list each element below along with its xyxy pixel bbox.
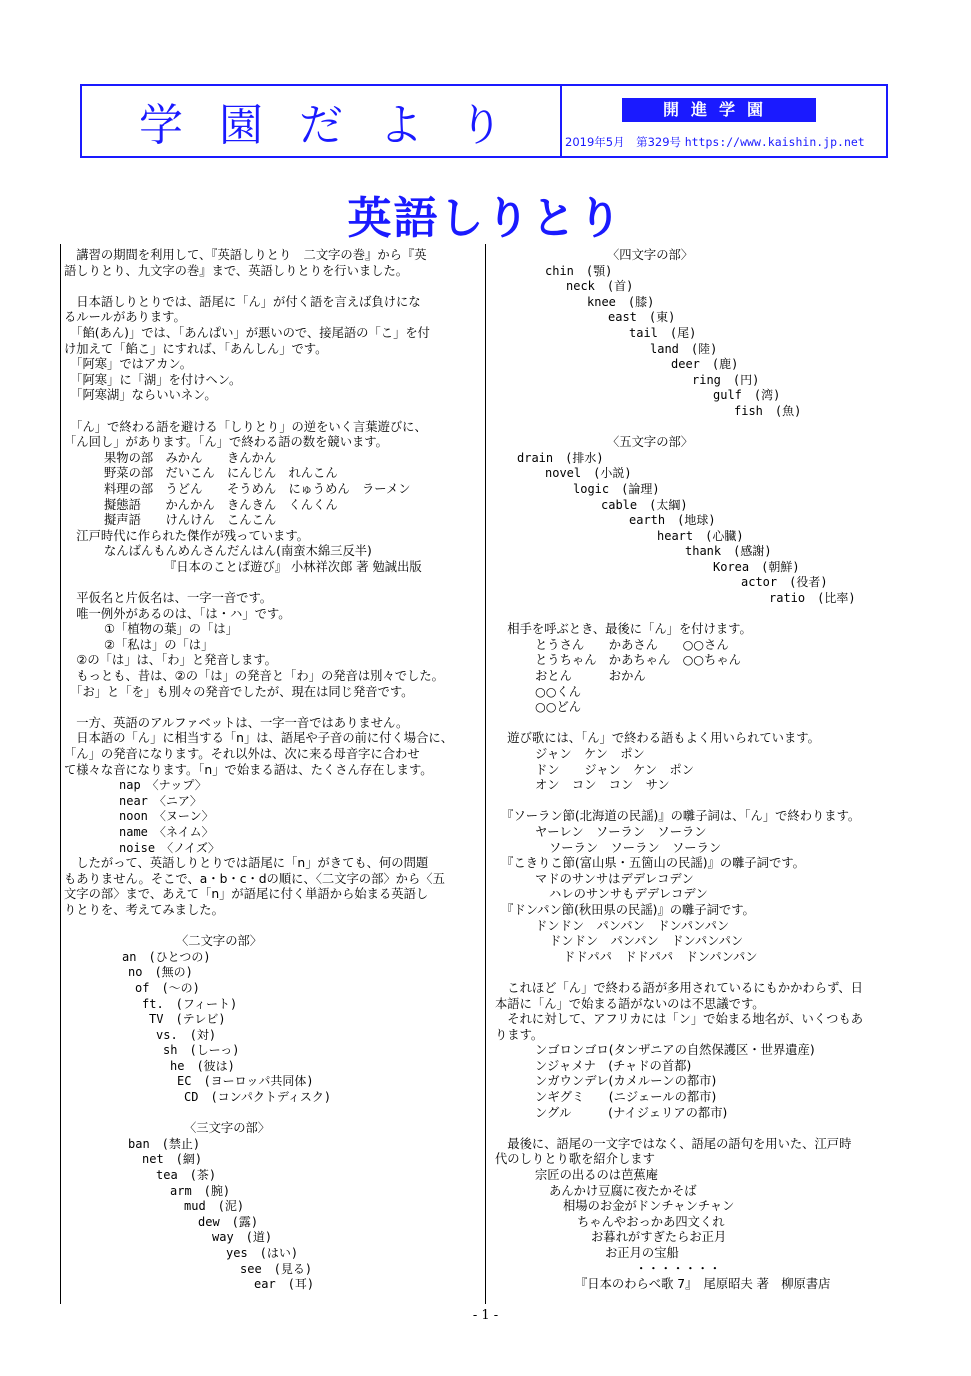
text-line: gulf (湾) [713, 388, 781, 403]
text-line: earth (地球) [629, 513, 716, 528]
text-line: ring (円) [692, 372, 760, 387]
text-line: 『日本のわらべ歌 7』 尾原昭夫 著 柳原書店 [575, 1277, 831, 1292]
text-line: dew (露) [198, 1214, 259, 1229]
newsletter-title: 学園だより [139, 100, 539, 151]
text-line: 〈五文字の部〉 [607, 435, 694, 450]
text-line: knee (膝) [587, 294, 655, 309]
text-line: ンゴロンゴロ(タンザニアの自然保護区・世界遺産) [535, 1043, 815, 1058]
text-line: 相場のお金がドンチャンチャン [563, 1199, 735, 1214]
text-line: 「餡(あん)」では、「あんぱい」が悪いので、接尾語の「こ」を付 [64, 325, 430, 340]
text-line: 語しりとり、九文字の巻』まで、英語しりとりを行いました。 [64, 263, 409, 278]
text-line: noise 〈ノイズ〉 [119, 840, 220, 855]
issue-info-line [565, 134, 885, 150]
text-line: もありません。そこで、a・b・c・dの順に、〈二文字の部〉から〈五 [64, 871, 445, 886]
text-line: 唯一例外があるのは、「は・ハ」です。 [64, 606, 291, 621]
column-divider [485, 244, 486, 1304]
text-line: cable (太綱) [601, 497, 688, 512]
text-line: マドのサンサはデデレコデン [535, 871, 694, 886]
text-line: TV (テレビ) [149, 1012, 226, 1027]
text-line: 遊び歌には、「ん」で終わる語もよく用いられています。 [495, 731, 820, 746]
text-line: deer (鹿) [671, 357, 739, 372]
text-line: 文字の部〉まで、あえて「n」が語尾に付く単語から始まる英語し [64, 887, 429, 902]
text-line: 最後に、語尾の一文字ではなく、語尾の語句を用いた、江戸時 [495, 1136, 852, 1151]
text-line: 相手を呼ぶとき、最後に「ん」を付けます。 [495, 622, 752, 637]
text-line [64, 279, 482, 295]
text-line: したがって、英語しりとりでは語尾に「n」がきても、何の問題 [64, 856, 429, 871]
text-line: もっとも、昔は、②の「は」の発音と「わ」の発音は別々でした。 [64, 669, 444, 684]
text-line: land (陸) [650, 341, 718, 356]
text-line [495, 607, 905, 623]
text-line: ②「私は」の「は」 [104, 637, 214, 652]
text-line: 「阿寒」に「湖」を付けヘン。 [64, 372, 242, 387]
text-line: 一方、英語のアルファベットは、一字一音ではありません。 [64, 715, 409, 730]
text-line: no (無の) [128, 965, 193, 980]
text-line: fish (魚) [734, 403, 802, 418]
text-line: name 〈ネイム〉 [119, 824, 214, 839]
text-line [64, 575, 482, 591]
text-line: 平仮名と片仮名は、一字一音です。 [64, 591, 273, 606]
text-line: arm (腕) [170, 1183, 231, 1198]
text-line: 『ソーラン節(北海道の民謡)』の囃子詞は、「ん」で終わります。 [495, 809, 861, 824]
text-line: novel (小説) [545, 466, 632, 481]
text-line: とうさん かあさん ○○さん [535, 637, 729, 652]
text-line: 日本語しりとりでは、語尾に「ん」が付く語を言えば負けにな [64, 294, 421, 309]
text-line: りとりを、考えてみました。 [64, 902, 224, 917]
text-line: 宗匠の出るのは芭蕉庵 [535, 1168, 658, 1183]
text-line: see (見る) [240, 1261, 313, 1276]
text-line: ングル (ナイジェリアの都市) [535, 1105, 728, 1120]
text-line [64, 700, 482, 716]
text-line: CD (コンパクトディスク) [184, 1090, 332, 1105]
text-line: tea (茶) [156, 1168, 217, 1183]
text-line [495, 794, 905, 810]
text-line: ドンドン パンパン ドンパンパン [549, 934, 744, 949]
text-line: るルールがあります。 [64, 310, 186, 325]
text-line: nap 〈ナップ〉 [119, 778, 207, 793]
text-line: 果物の部 みかん きんかん [104, 450, 277, 465]
text-line: 「ん回し」があります。「ん」で終わる語の数を競います。 [64, 435, 388, 450]
text-line: heart (心臓) [657, 528, 744, 543]
text-line: an (ひとつの) [122, 949, 211, 964]
text-line: 野菜の部 だいこん にんじん れんこん [104, 466, 338, 481]
text-line: それに対して、アフリカには「ン」で始まる地名が、いくつもあ [495, 1012, 864, 1027]
text-line: ります。 [495, 1027, 544, 1042]
text-line: 「ん」の発音になります。それ以外は、次に来る母音字に合わせ [64, 747, 420, 761]
text-line: 擬態語 かんかん きんきん くんくん [104, 497, 338, 512]
text-line: ①「植物の葉」の「は」 [104, 622, 238, 637]
text-line: ドン ジャン ケン ポン [535, 762, 694, 777]
text-line [64, 1106, 482, 1122]
text-line: mud (泥) [184, 1199, 245, 1214]
text-line: け加えて「餡こ」にすれば、「あんしん」です。 [64, 341, 328, 356]
text-line: なんばんもんめんさんだんはん(南蛮木綿三反半) [104, 544, 372, 559]
text-line: 日本語の「ん」に相当する「n」は、語尾や子音の前に付く場合に、 [64, 731, 453, 746]
text-line: ンガウンデレ(カメルーンの都市) [535, 1074, 717, 1089]
text-line: ear (耳) [254, 1277, 315, 1292]
text-line [495, 965, 905, 981]
text-line: 「阿寒湖」ならいいネン。 [64, 388, 217, 403]
text-line: ちゃんやおっかあ四文くれ [577, 1214, 725, 1229]
text-line: near 〈ニア〉 [119, 793, 202, 808]
text-line: ジャン ケン ポン [535, 747, 645, 761]
text-line: 擬声語 けんけん こんこん [104, 513, 277, 528]
text-line: east (東) [608, 310, 676, 325]
text-line [64, 404, 482, 420]
text-line: おとん おかん [535, 669, 646, 684]
text-line: て様々な音になります。「n」で始まる語は、たくさん存在します。 [64, 762, 433, 777]
newsletter-header [80, 84, 888, 158]
text-line: neck (首) [566, 279, 634, 294]
text-line: ンギグミ (ニジェールの都市) [535, 1090, 717, 1105]
school-name-badge: 開進学園 [622, 98, 816, 122]
text-line [64, 919, 482, 935]
text-line: net (網) [142, 1152, 203, 1167]
text-line: 「阿寒」ではアカン。 [64, 357, 193, 372]
text-line: actor (役者) [741, 575, 828, 590]
text-line: ドドパパ ドドパパ ドンパンパン [563, 949, 758, 964]
text-line: ソーラン ソーラン ソーラン [549, 840, 722, 855]
text-line: 講習の期間を利用して、『英語しりとり 二文字の巻』から『英 [64, 248, 427, 262]
text-line: EC (ヨーロッパ共同体) [177, 1074, 314, 1089]
left-column [64, 248, 482, 1293]
text-line: 〈三文字の部〉 [184, 1121, 271, 1136]
text-line: 「ん」で終わる語を避ける「しりとり」の逆をいく言葉遊びに、 [64, 419, 427, 434]
text-line: お正月の宝船 [605, 1246, 679, 1260]
right-column [495, 248, 905, 1293]
text-line: 『日本のことば遊び』 小林祥次郎 著 勉誠出版 [164, 559, 422, 574]
page-number: - 1 - [472, 1308, 499, 1323]
text-line: noon 〈ヌーン〉 [119, 809, 214, 824]
left-border-line [60, 244, 61, 1304]
text-line: sh (しーっ) [163, 1043, 240, 1058]
text-line: あんかけ豆腐に夜たかそば [549, 1183, 697, 1198]
text-line: tail (尾) [629, 325, 697, 340]
text-line: 〈四文字の部〉 [607, 248, 694, 262]
text-line: ②の「は」は、「わ」と発音します。 [64, 653, 277, 668]
text-line: way (道) [212, 1230, 273, 1245]
text-line [495, 420, 905, 436]
text-line: 「お」と「を」も別々の発音でしたが、現在は同じ発音です。 [64, 684, 414, 699]
text-line: drain (排水) [517, 450, 604, 465]
text-line: お暮れがすぎたらお正月 [591, 1230, 727, 1245]
text-line: ハレのサンサもデデレコデン [549, 887, 708, 902]
text-line: ヤーレン ソーラン ソーラン [535, 824, 707, 839]
text-line: 『ドンパン節(秋田県の民謡)』の囃子詞です。 [495, 902, 755, 917]
text-line: 〈二文字の部〉 [176, 934, 263, 949]
website-url[interactable]: https://www.kaishin.jp.net [684, 135, 865, 149]
text-line: 代のしりとり歌を紹介します [495, 1152, 655, 1167]
text-line: ban (禁止) [128, 1136, 201, 1151]
text-line: chin (顎) [545, 263, 613, 278]
text-line: logic (論理) [573, 481, 660, 496]
text-line: 料理の部 うどん そうめん にゅうめん ラーメン [104, 481, 411, 496]
text-line: thank (感謝) [685, 544, 772, 559]
text-line: he (彼は) [170, 1058, 235, 1073]
text-line: yes (はい) [226, 1246, 299, 1260]
text-line [495, 1121, 905, 1137]
text-line: Korea (朝鮮) [713, 559, 800, 574]
text-line: vs. (対) [156, 1027, 217, 1042]
text-line: これほど「ん」で終わる語が多用されているにもかかわらず、日 [495, 980, 863, 995]
text-line: ○○くん [535, 684, 582, 699]
text-line: ○○どん [535, 700, 582, 715]
text-line: 『こきりこ節(富山県・五箇山の民謡)』の囃子詞です。 [495, 856, 805, 871]
text-line: 江戸時代に作られた傑作が残っています。 [64, 528, 309, 543]
issue-info: 2019年5月 第329号 [565, 135, 682, 149]
text-line: ・・・・・・・ [635, 1261, 722, 1276]
newsletter-title-box [82, 86, 562, 156]
article-title: 英語しりとり [347, 193, 624, 244]
text-line: of (～の) [135, 980, 200, 995]
text-line: ft. (フィート) [142, 996, 238, 1011]
text-line: とうちゃん かあちゃん ○○ちゃん [535, 653, 741, 668]
text-line: ratio (比率) [769, 591, 856, 606]
text-line: オン コン コン サン [535, 778, 670, 793]
text-line: ンジャメナ (チャドの首都) [535, 1058, 692, 1073]
text-line: 本語に「ん」で始まる語がないのは不思議です。 [495, 996, 765, 1011]
text-line: ドンドン パンパン ドンパンパン [535, 918, 730, 933]
text-line [495, 716, 905, 732]
